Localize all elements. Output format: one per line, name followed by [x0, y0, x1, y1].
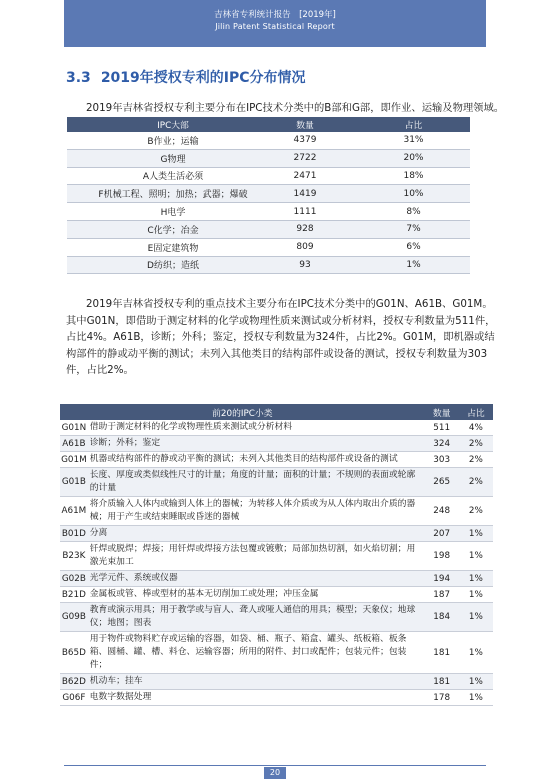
ipc-name: G物理: [160, 154, 186, 165]
table-row: [67, 132, 470, 149]
table-header-row: [67, 117, 470, 132]
ipc-description: 诊断；外科；鉴定: [88, 436, 425, 452]
ipc-code: A61B: [60, 436, 88, 452]
ipc-count: 207: [425, 526, 459, 542]
ipc-count: 181: [425, 674, 459, 690]
ipc-count: 809: [253, 238, 357, 256]
table-row: [67, 167, 470, 185]
table-row: [60, 571, 493, 587]
ipc-pct: 18%: [357, 167, 470, 185]
table-row: [60, 603, 493, 632]
ipc-code: B21D: [60, 587, 88, 603]
table-row: [60, 436, 493, 452]
ipc-code: G01M: [60, 452, 88, 468]
ipc-description: 电数字数据处理: [88, 690, 425, 706]
analysis-paragraph: 2019年吉林省授权专利的重点技术主要分布在IPC技术分类中的G01N、A61B、G01M。其中G01N，即借助于测定材料的化学或物理性质来测试或分析材料，授权专利数量为511件，占比4%。A61B，诊断；外科；鉴定，授权专利数量为324件，占比2%。G01M，即机器或结构部件的静或动平衡的测试；未列入其他类目的结构部件或设备的测试，授权专利数量为303件，占比2%。: [66, 298, 496, 376]
ipc-code: G02B: [60, 571, 88, 587]
ipc-pct: 1%: [459, 542, 493, 571]
ipc-pct: 1%: [459, 603, 493, 632]
ipc-count: 2722: [253, 149, 357, 167]
ipc-pct: 7%: [357, 220, 470, 238]
ipc-pct: 2%: [459, 436, 493, 452]
ipc-count: 248: [425, 497, 459, 526]
ipc-pct: 20%: [357, 149, 470, 167]
column-header-count: 数量: [253, 117, 357, 132]
ipc-pct: 2%: [459, 452, 493, 468]
ipc-count: 1111: [253, 203, 357, 221]
ipc-name: H电学: [160, 208, 186, 219]
column-header-pct: 占比: [357, 117, 470, 132]
ipc-count: 2471: [253, 167, 357, 185]
table-row: [60, 526, 493, 542]
table-row: [60, 542, 493, 571]
table-row: [60, 452, 493, 468]
ipc-name: A人类生活必须: [142, 172, 204, 183]
ipc-code: B23K: [60, 542, 88, 571]
table-row: [67, 256, 470, 274]
intro-paragraph: 2019年吉林省授权专利主要分布在IPC技术分类中的B部和G部，即作业、运输及物理领域。: [86, 102, 505, 114]
ipc-description: 用于物件或物料贮存或运输的容器，如袋、桶、瓶子、箱盒、罐头、纸板箱、板条箱、圆桶、罐、槽、料仓、运输容器；所用的附件、封口或配件；包装元件；包装件；: [88, 632, 425, 674]
ipc-description: 借助于测定材料的化学或物理性质来测试或分析材料: [88, 420, 425, 436]
ipc-code: G01N: [60, 420, 88, 436]
section-number: 3.3: [66, 70, 91, 86]
ipc-count: 265: [425, 468, 459, 497]
ipc-name: F机械工程、照明；加热；武器；爆破: [98, 190, 248, 201]
ipc-description: 分离: [88, 526, 425, 542]
ipc-pct: 31%: [357, 132, 470, 149]
report-title-cn: 吉林省专利统计报告 [2019年]: [214, 10, 336, 20]
ipc-count: 194: [425, 571, 459, 587]
ipc-count: 4379: [253, 132, 357, 149]
ipc-description: 钎焊或脱焊；焊接；用钎焊或焊接方法包覆或镀敷；局部加热切割，如火焰切割；用激光束加工: [88, 542, 425, 571]
ipc-count: 184: [425, 603, 459, 632]
column-header-count: 数量: [425, 404, 459, 420]
ipc-name: E固定建筑物: [147, 243, 199, 254]
ipc-name: C化学；冶金: [147, 225, 199, 236]
ipc-pct: 1%: [459, 587, 493, 603]
table-row: [67, 238, 470, 256]
table-row: [67, 220, 470, 238]
section-title: 2019年授权专利的IPC分布情况: [100, 70, 306, 86]
ipc-description: 将介质输入人体内或输到人体上的器械；为转移人体介质或为从人体内取出介质的器械；用于产生或结束睡眠或昏迷的器械: [88, 497, 425, 526]
report-title-en: Jilin Patent Statistical Report: [215, 22, 335, 31]
column-header-subclass: 前20的IPC小类: [60, 404, 425, 420]
ipc-count: 198: [425, 542, 459, 571]
ipc-code: B62D: [60, 674, 88, 690]
ipc-pct: 2%: [459, 497, 493, 526]
table-row: [67, 203, 470, 221]
ipc-pct: 1%: [357, 256, 470, 274]
table-row: [60, 468, 493, 497]
ipc-code: G09B: [60, 603, 88, 632]
section-heading: [66, 67, 306, 87]
ipc-description: 机器或结构部件的静或动平衡的测试；未列入其他类目的结构部件或设备的测试: [88, 452, 425, 468]
ipc-description: 教育或演示用具；用于教学或与盲人、聋人或哑人通信的用具；模型；天象仪；地球仪；地图；图表: [88, 603, 425, 632]
ipc-pct: 1%: [459, 690, 493, 706]
table-row: [67, 185, 470, 203]
ipc-pct: 2%: [459, 468, 493, 497]
ipc-name: D纺织；造纸: [147, 261, 199, 272]
ipc-description: 长度、厚度或类似线性尺寸的计量；角度的计量；面积的计量；不规则的表面或轮廓的计量: [88, 468, 425, 497]
ipc-count: 93: [253, 256, 357, 274]
table-row: [60, 497, 493, 526]
table-row: [67, 149, 470, 167]
ipc-pct: 10%: [357, 185, 470, 203]
ipc-count: 178: [425, 690, 459, 706]
ipc-pct: 4%: [459, 420, 493, 436]
ipc-pct: 6%: [357, 238, 470, 256]
ipc-description: 金属板或管、棒或型材的基本无切削加工或处理；冲压金属: [88, 587, 425, 603]
column-header-ipc: IPC大部: [67, 117, 253, 132]
ipc-name: B作业；运输: [147, 136, 199, 147]
ipc-pct: 1%: [459, 632, 493, 674]
table-row: [60, 587, 493, 603]
ipc-section-table: [67, 117, 470, 274]
table-row: [60, 690, 493, 706]
ipc-count: 181: [425, 632, 459, 674]
ipc-description: 光学元件、系统或仪器: [88, 571, 425, 587]
table-header-row: [60, 404, 493, 420]
ipc-count: 928: [253, 220, 357, 238]
table-row: [60, 632, 493, 674]
table-row: [60, 674, 493, 690]
top20-ipc-subclass-table: [60, 404, 493, 706]
ipc-code: G01B: [60, 468, 88, 497]
ipc-code: A61M: [60, 497, 88, 526]
page-number: 20: [264, 767, 286, 779]
ipc-pct: 1%: [459, 674, 493, 690]
ipc-count: 303: [425, 452, 459, 468]
ipc-count: 324: [425, 436, 459, 452]
ipc-description: 机动车；挂车: [88, 674, 425, 690]
ipc-code: B01D: [60, 526, 88, 542]
report-header-banner: [64, 0, 486, 47]
ipc-count: 1419: [253, 185, 357, 203]
ipc-code: B65D: [60, 632, 88, 674]
ipc-code: G06F: [60, 690, 88, 706]
ipc-count: 187: [425, 587, 459, 603]
ipc-pct: 8%: [357, 203, 470, 221]
ipc-pct: 1%: [459, 571, 493, 587]
ipc-pct: 1%: [459, 526, 493, 542]
ipc-count: 511: [425, 420, 459, 436]
column-header-pct: 占比: [459, 404, 493, 420]
table-row: [60, 420, 493, 436]
